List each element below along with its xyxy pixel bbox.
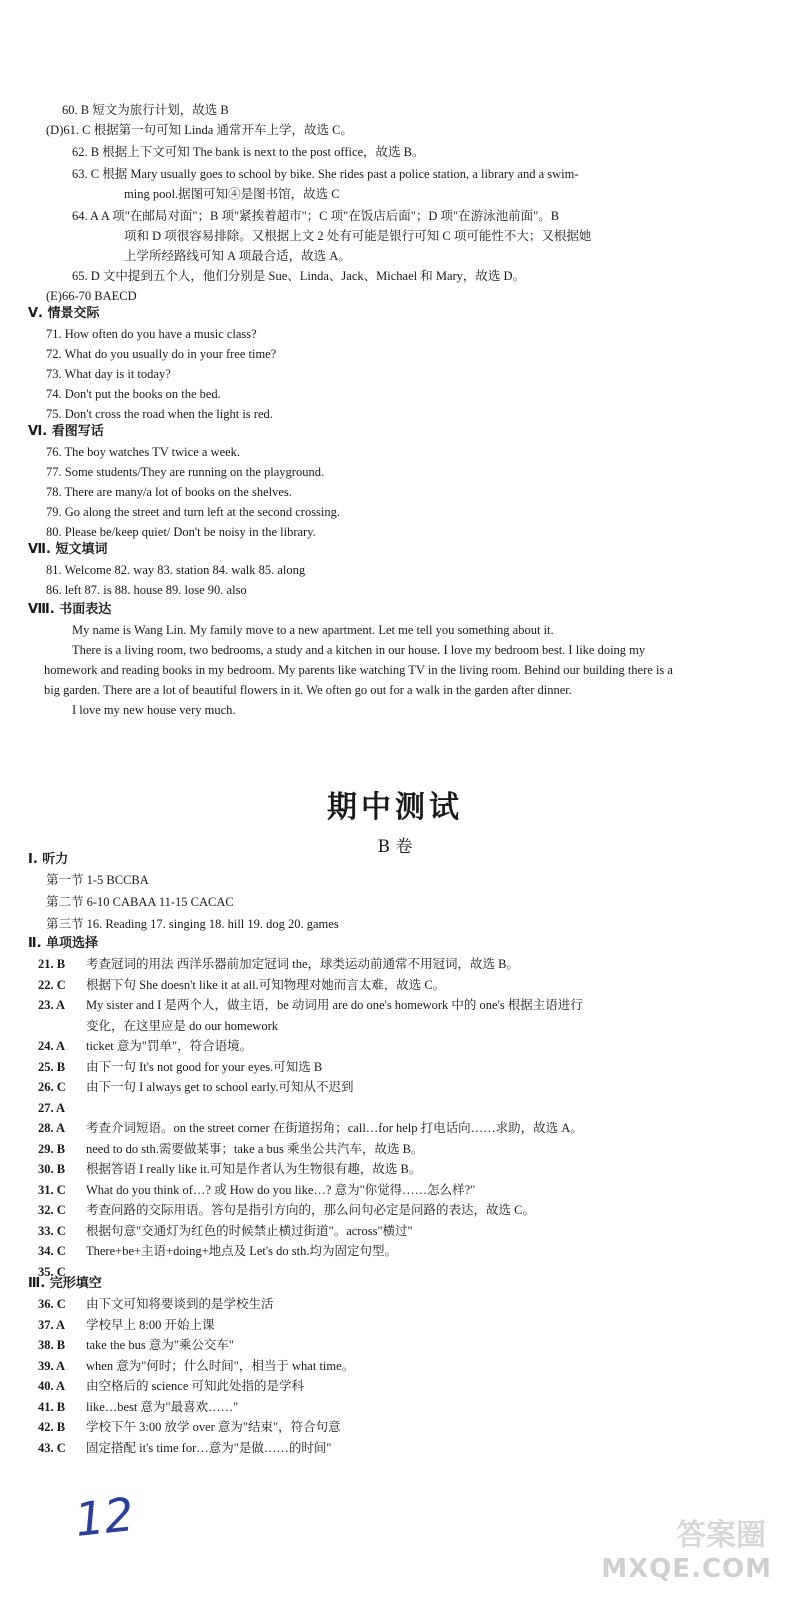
answer-line: 81. Welcome 82. way 83. station 84. walk 85. along bbox=[46, 563, 306, 577]
section-title: Ⅶ. 短文填词 bbox=[28, 542, 108, 557]
answer-line: 71. How often do you have a music class? bbox=[46, 327, 257, 341]
answer-number: 22. C bbox=[38, 977, 66, 992]
answer-explanation: when 意为"何时；什么时间"，相当于 what time。 bbox=[86, 1358, 355, 1373]
answer-explanation: need to do sth.需要做某事；take a bus 乘坐公共汽车，故选 B。 bbox=[86, 1141, 424, 1156]
essay-paragraph: My name is Wang Lin. My family move to a new apartment. Let me tell you something about it. bbox=[72, 623, 554, 637]
section-title: Ⅱ. 单项选择 bbox=[28, 936, 99, 951]
answer-line: 74. Don't put the books on the bed. bbox=[46, 387, 221, 401]
answer-line: 73. What day is it today? bbox=[46, 367, 171, 381]
answer-line: 64. A A 项"在邮局对面"；B 项"紧挨着超市"；C 项"在饭店后面"；D 项"在游泳池前面"。B bbox=[72, 209, 560, 223]
essay-paragraph: I love my new house very much. bbox=[72, 703, 236, 717]
answer-line: ming pool.据图可知④是图书馆，故选 C bbox=[124, 187, 340, 201]
answer-line: 75. Don't cross the road when the light is red. bbox=[46, 407, 273, 421]
answer-number: 42. B bbox=[38, 1420, 66, 1434]
answer-number: 31. C bbox=[38, 1182, 66, 1197]
answer-explanation: take the bus 意为"乘公交车" bbox=[86, 1338, 235, 1352]
section-title: Ⅴ. 情景交际 bbox=[28, 306, 100, 321]
section-title: Ⅵ. 看图写话 bbox=[28, 424, 104, 439]
answer-number: 23. A bbox=[38, 998, 66, 1012]
answer-explanation: 根据句意"交通灯为红色的时候禁止横过街道"。across"横过" bbox=[86, 1223, 413, 1238]
answer-number: 27. A bbox=[38, 1100, 66, 1115]
answer-line: 77. Some students/They are running on the playground. bbox=[46, 465, 325, 479]
answer-explanation: ticket 意为"罚单"，符合语境。 bbox=[86, 1039, 253, 1053]
answer-explanation: 考查问路的交际用语。答句是指引方向的，那么问句必定是问路的表达，故选 C。 bbox=[86, 1203, 535, 1217]
answer-explanation: 由下一句 It's not good for your eyes.可知选 B bbox=[86, 1059, 323, 1074]
answer-number: 38. B bbox=[38, 1338, 66, 1352]
section-title: Ⅲ. 完形填空 bbox=[28, 1276, 102, 1291]
answer-number: 35. C bbox=[38, 1264, 66, 1279]
essay-paragraph: There is a living room, two bedrooms, a study and a kitchen in our house. I love my bedroom best. I like doing my homework and reading books in my bedroom. My parents like watching TV in the living room. Behind our building there is a big garden. There are a lot of beautiful flowers in it. We often go out for a walk in the garden after dinner. bbox=[44, 643, 673, 697]
answer-number: 43. C bbox=[38, 1440, 66, 1455]
answer-explanation: 由下一句 I always get to school early.可知从不迟到 bbox=[86, 1080, 354, 1094]
answer-number: 33. C bbox=[38, 1223, 66, 1238]
answer-number: 36. C bbox=[38, 1297, 66, 1311]
answer-line: 63. C 根据 Mary usually goes to school by bike. She rides past a police station, a library and a swim- bbox=[72, 167, 579, 181]
answer-number: 29. B bbox=[38, 1141, 66, 1156]
answer-number: 26. C bbox=[38, 1080, 66, 1094]
answer-explanation: like…best 意为"最喜欢……" bbox=[86, 1399, 239, 1414]
answer-line: 第一节 1-5 BCCBA bbox=[46, 873, 149, 887]
answer-line: 76. The boy watches TV twice a week. bbox=[46, 445, 241, 459]
answer-explanation: 由下文可知将要谈到的是学校生活 bbox=[86, 1297, 274, 1311]
answer-explanation: 考查冠词的用法 西洋乐器前加定冠词 the，球类运动前通常不用冠词，故选 B。 bbox=[86, 957, 519, 971]
answer-explanation: My sister and I 是两个人，做主语，be 动词用 are do one's homework 中的 one's 根据主语进行 bbox=[86, 998, 583, 1012]
answer-line: 62. B 根据上下文可知 The bank is next to the post office，故选 B。 bbox=[72, 145, 425, 159]
answer-explanation: 变化，在这里应是 do our homework bbox=[86, 1018, 278, 1033]
answer-number: 34. C bbox=[38, 1244, 66, 1258]
answer-explanation: 根据答语 I really like it.可知是作者认为生物很有趣，故选 B。 bbox=[86, 1162, 422, 1176]
answer-explanation: 由空格后的 science 可知此处指的是学科 bbox=[86, 1379, 305, 1393]
answer-explanation: 根据下句 She doesn't like it at all.可知物理对她而言太难，故选 C。 bbox=[86, 977, 446, 992]
answer-line: 78. There are many/a lot of books on the shelves. bbox=[46, 485, 292, 499]
answer-number: 41. B bbox=[38, 1399, 66, 1414]
answer-line: 65. D 文中提到五个人，他们分别是 Sue、Linda、Jack、Michael 和 Mary，故选 D。 bbox=[72, 269, 526, 283]
essay bbox=[44, 620, 684, 720]
answer-line: 第三节 16. Reading 17. singing 18. hill 19. dog 20. games bbox=[46, 917, 339, 931]
answer-number: 32. C bbox=[38, 1203, 66, 1217]
watermark-logo: 答案圈 bbox=[676, 1518, 766, 1553]
answer-number: 21. B bbox=[38, 957, 66, 971]
page-title: 期中测试 bbox=[327, 790, 463, 825]
answer-number: 24. A bbox=[38, 1039, 66, 1053]
answer-number: 30. B bbox=[38, 1162, 66, 1176]
answer-line: 86. left 87. is 88. house 89. lose 90. also bbox=[46, 583, 247, 597]
answer-number: 25. B bbox=[38, 1059, 66, 1074]
answer-explanation: 固定搭配 it's time for…意为"是做……的时间" bbox=[86, 1440, 332, 1455]
answer-number: 39. A bbox=[38, 1358, 66, 1373]
answer-number: 28. A bbox=[38, 1121, 66, 1135]
answer-line: 第二节 6-10 CABAA 11-15 CACAC bbox=[46, 895, 234, 909]
page-subtitle: B 卷 bbox=[377, 837, 413, 857]
answer-number: 40. A bbox=[38, 1379, 66, 1393]
section-title: Ⅷ. 书面表达 bbox=[28, 602, 112, 617]
answer-explanation: What do you think of…? 或 How do you like…? 意为"你觉得……怎么样?" bbox=[86, 1182, 476, 1197]
watermark-url: MXQE.COM bbox=[601, 1554, 772, 1584]
answer-number: 37. A bbox=[38, 1317, 66, 1332]
answer-explanation: 学校早上 8:00 开始上课 bbox=[86, 1317, 215, 1332]
answer-line: 项和 D 项很容易排除。又根据上文 2 处有可能是银行可知 C 项可能性不大；又根据她 bbox=[124, 229, 592, 243]
answer-line: (D)61. C 根据第一句可知 Linda 通常开车上学，故选 C。 bbox=[46, 123, 353, 137]
section-title: Ⅰ. 听力 bbox=[28, 852, 69, 867]
answer-line: 上学所经路线可知 A 项最合适，故选 A。 bbox=[124, 249, 351, 263]
answer-explanation: 学校下午 3:00 放学 over 意为"结束"，符合句意 bbox=[86, 1420, 341, 1434]
answer-line: 72. What do you usually do in your free time? bbox=[46, 347, 277, 361]
answer-explanation: 考查介词短语。on the street corner 在街道拐角；call…for help 打电话向……求助，故选 A。 bbox=[86, 1121, 583, 1135]
answer-line: 79. Go along the street and turn left at the second crossing. bbox=[46, 505, 341, 519]
handwritten-page-number: 12 bbox=[72, 1487, 137, 1547]
answer-line: 80. Please be/keep quiet/ Don't be noisy in the library. bbox=[46, 525, 316, 539]
answer-line: (E)66-70 BAECD bbox=[46, 289, 137, 303]
answer-explanation: There+be+主语+doing+地点及 Let's do sth.均为固定句型。 bbox=[86, 1244, 397, 1258]
answer-line: 60. B 短文为旅行计划，故选 B bbox=[62, 103, 229, 117]
